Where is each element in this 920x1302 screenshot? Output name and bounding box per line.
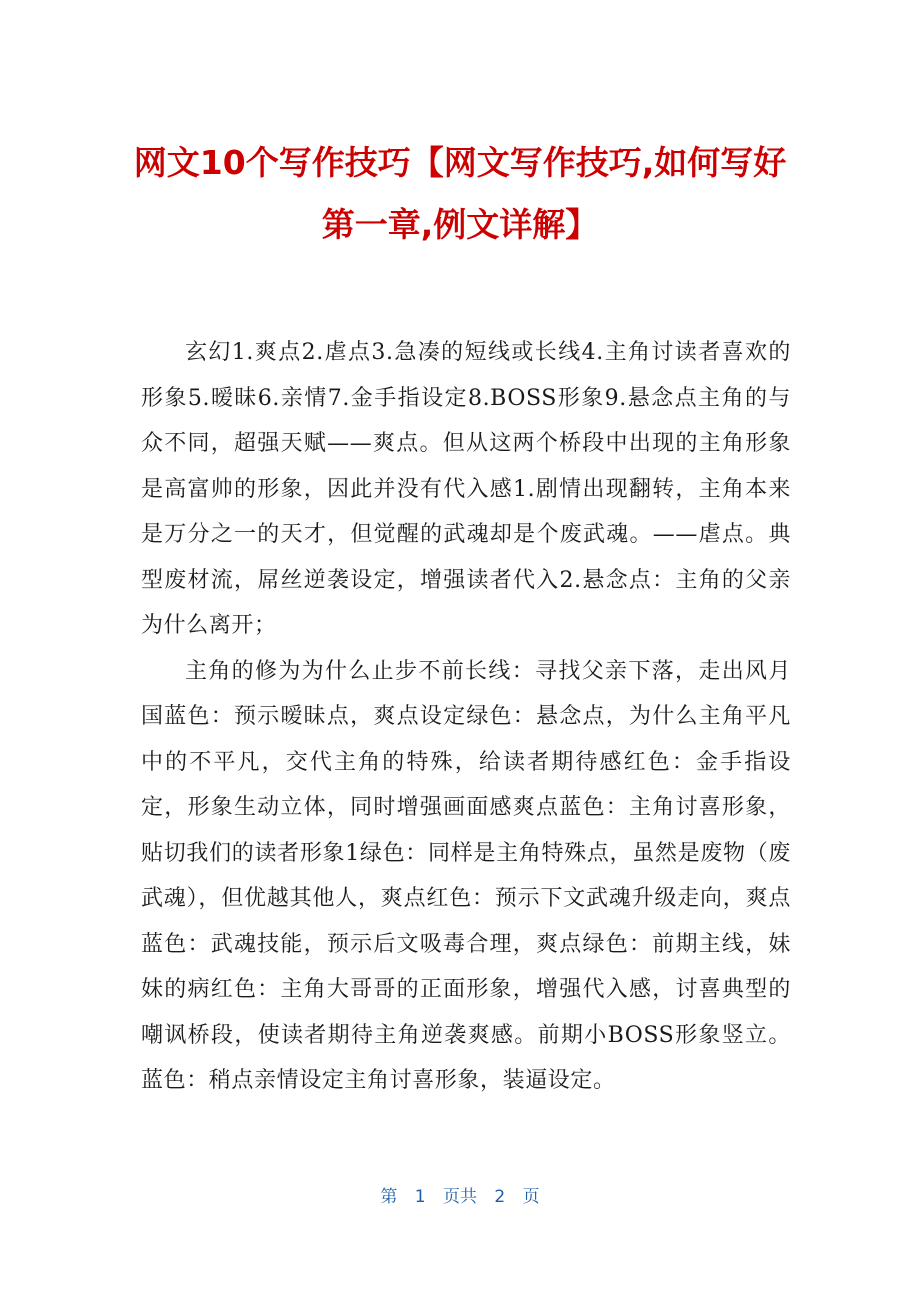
- paragraph-1: 玄幻1.爽点2.虐点3.急凑的短线或长线4.主角讨读者喜欢的形象5.暧昧6.亲情7.金手指设定8.BOSS形象9.悬念点主角的与众不同，超强天赋——爽点。但从这两个桥段中出现的主角形象是高富帅的形象，因此并没有代入感1.剧情出现翻转，主角本来是万分之一的天才，但觉醒的武魂却是个废武魂。——虐点。典型废材流，屌丝逆袭设定，增强读者代入2.悬念点：主角的父亲为什么离开；: [141, 340, 791, 638]
- footer-suffix: 页: [522, 1187, 540, 1207]
- document-body: [141, 330, 791, 1104]
- document-title: 网文10个写作技巧【网文写作技巧,如何写好第一章,例文详解】: [133, 143, 787, 244]
- paragraph-2: 主角的修为为什么止步不前长线：寻找父亲下落，走出风月国蓝色：预示暧昧点，爽点设定绿色：悬念点，为什么主角平凡中的不平凡，交代主角的特殊，给读者期待感红色：金手指设定，形象生动立体，同时增强画面感爽点蓝色：主角讨喜形象，贴切我们的读者形象1绿色：同样是主角特殊点，虽然是废物（废武魂），但优越其他人，爽点红色：预示下文武魂升级走向，爽点蓝色：武魂技能，预示后文吸毒合理，爽点绿色：前期主线，妹妹的病红色：主角大哥哥的正面形象，增强代入感，讨喜典型的嘲讽桥段，使读者期待主角逆袭爽感。前期小BOSS形象竖立。蓝色：稍点亲情设定主角讨喜形象，装逼设定。: [141, 658, 791, 1093]
- footer-prefix: 第: [380, 1187, 398, 1207]
- footer-current-page: 1: [414, 1187, 426, 1207]
- footer-total-pages: 2: [494, 1187, 506, 1207]
- footer-middle: 页共: [443, 1187, 477, 1207]
- page-footer: [0, 1184, 920, 1210]
